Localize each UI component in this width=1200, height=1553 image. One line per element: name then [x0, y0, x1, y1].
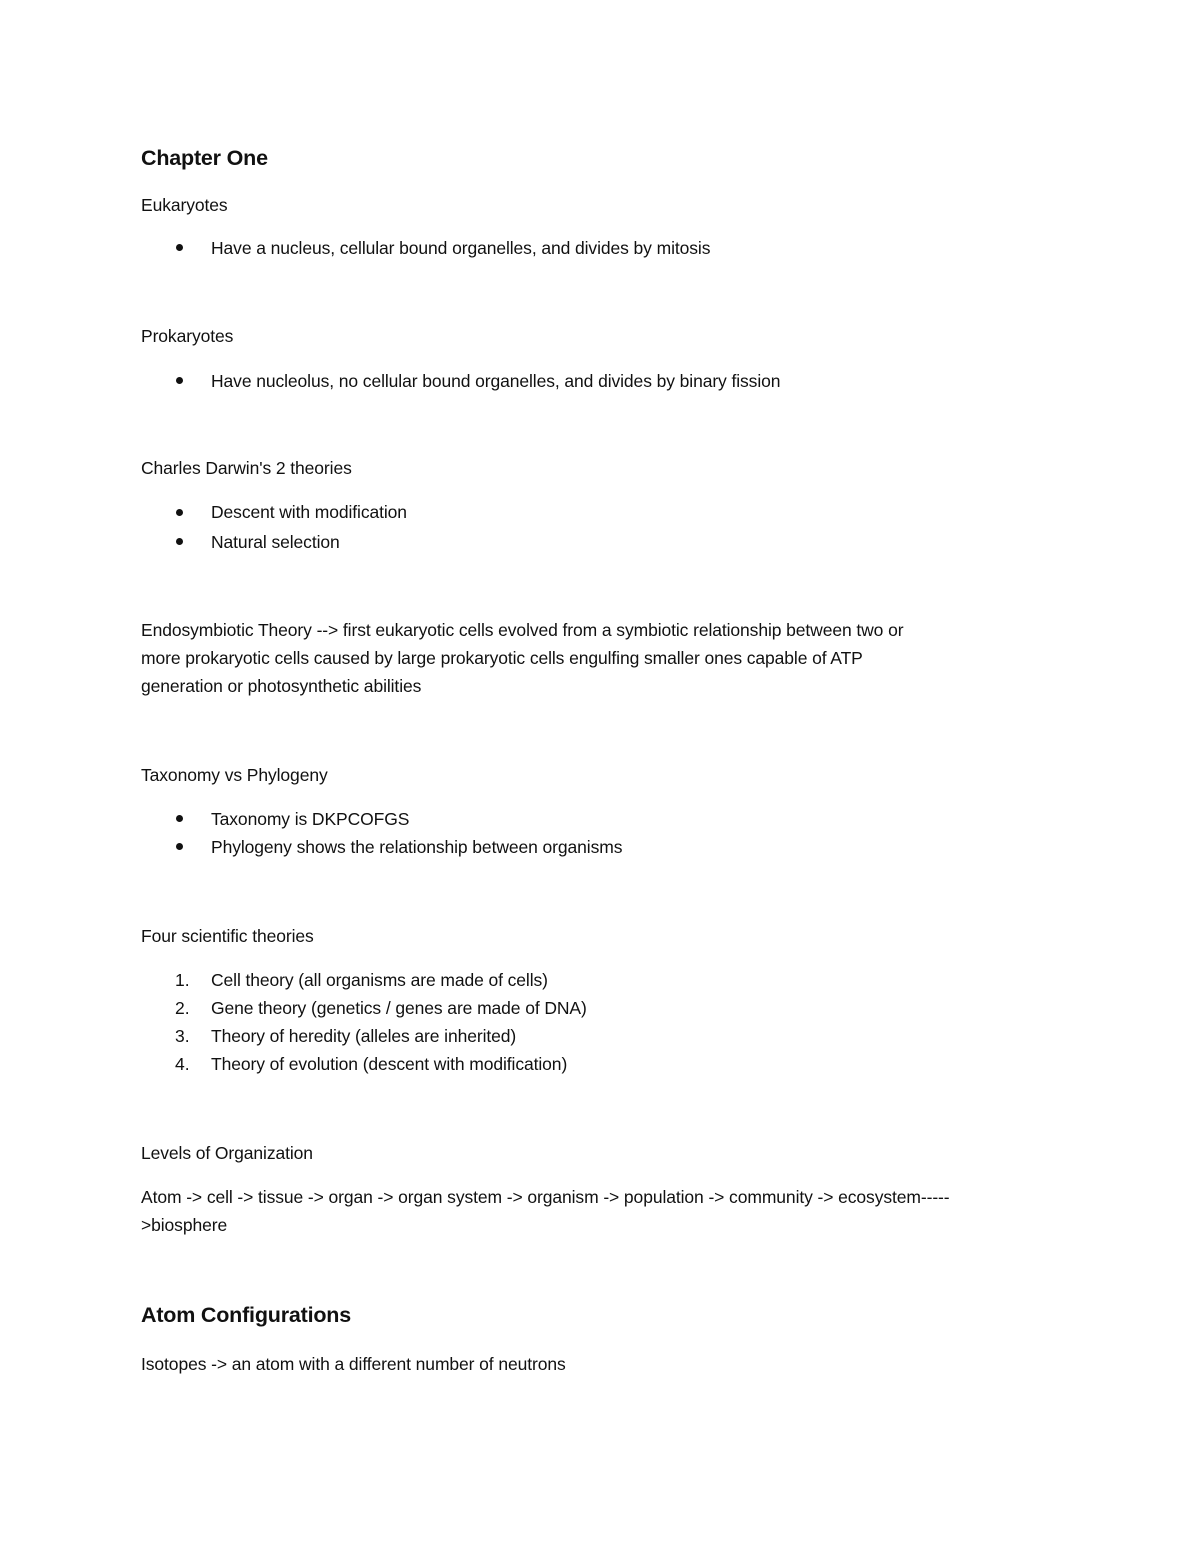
- theory-item-1: Cell theory (all organisms are made of cells): [211, 970, 548, 990]
- theory-item-2: Gene theory (genetics / genes are made of DNA): [211, 998, 587, 1018]
- levels-heading: Levels of Organization: [141, 1143, 313, 1163]
- darwin-bullet-1: Descent with modification: [211, 502, 407, 522]
- eukaryotes-bullet-1: Have a nucleus, cellular bound organelles, and divides by mitosis: [211, 238, 711, 258]
- levels-line-1: Atom -> cell -> tissue -> organ -> organ system -> organism -> population -> community -> ecosystem-----: [141, 1187, 950, 1207]
- bullet-icon: [176, 377, 183, 384]
- endosymbiotic-line-1: Endosymbiotic Theory --> first eukaryotic cells evolved from a symbiotic relationship between two or: [141, 620, 904, 640]
- prokaryotes-heading: Prokaryotes: [141, 326, 234, 346]
- levels-line-2: >biosphere: [141, 1215, 228, 1235]
- prokaryotes-bullet-1: Have nucleolus, no cellular bound organelles, and divides by binary fission: [211, 371, 781, 391]
- bullet-icon: [176, 815, 183, 822]
- eukaryotes-heading: Eukaryotes: [141, 195, 228, 215]
- isotopes-line: Isotopes -> an atom with a different number of neutrons: [141, 1354, 566, 1374]
- theory-item-3: Theory of heredity (alleles are inherited): [211, 1026, 517, 1046]
- chapter-title: Chapter One: [141, 146, 268, 170]
- bullet-icon: [176, 509, 183, 516]
- bullet-icon: [176, 244, 183, 251]
- list-number: 3.: [175, 1026, 190, 1046]
- endosymbiotic-line-3: generation or photosynthetic abilities: [141, 676, 422, 696]
- darwin-heading: Charles Darwin's 2 theories: [141, 458, 352, 478]
- darwin-bullet-2: Natural selection: [211, 532, 340, 552]
- list-number: 2.: [175, 998, 190, 1018]
- endosymbiotic-line-2: more prokaryotic cells caused by large prokaryotic cells engulfing smaller ones capable of ATP: [141, 648, 863, 668]
- list-number: 4.: [175, 1054, 190, 1074]
- atom-configurations-title: Atom Configurations: [141, 1303, 351, 1327]
- theories-heading: Four scientific theories: [141, 926, 314, 946]
- bullet-icon: [176, 843, 183, 850]
- taxonomy-heading: Taxonomy vs Phylogeny: [141, 765, 328, 785]
- taxonomy-bullet-1: Taxonomy is DKPCOFGS: [211, 809, 410, 829]
- list-number: 1.: [175, 970, 190, 990]
- theory-item-4: Theory of evolution (descent with modification): [211, 1054, 568, 1074]
- taxonomy-bullet-2: Phylogeny shows the relationship between organisms: [211, 837, 623, 857]
- bullet-icon: [176, 538, 183, 545]
